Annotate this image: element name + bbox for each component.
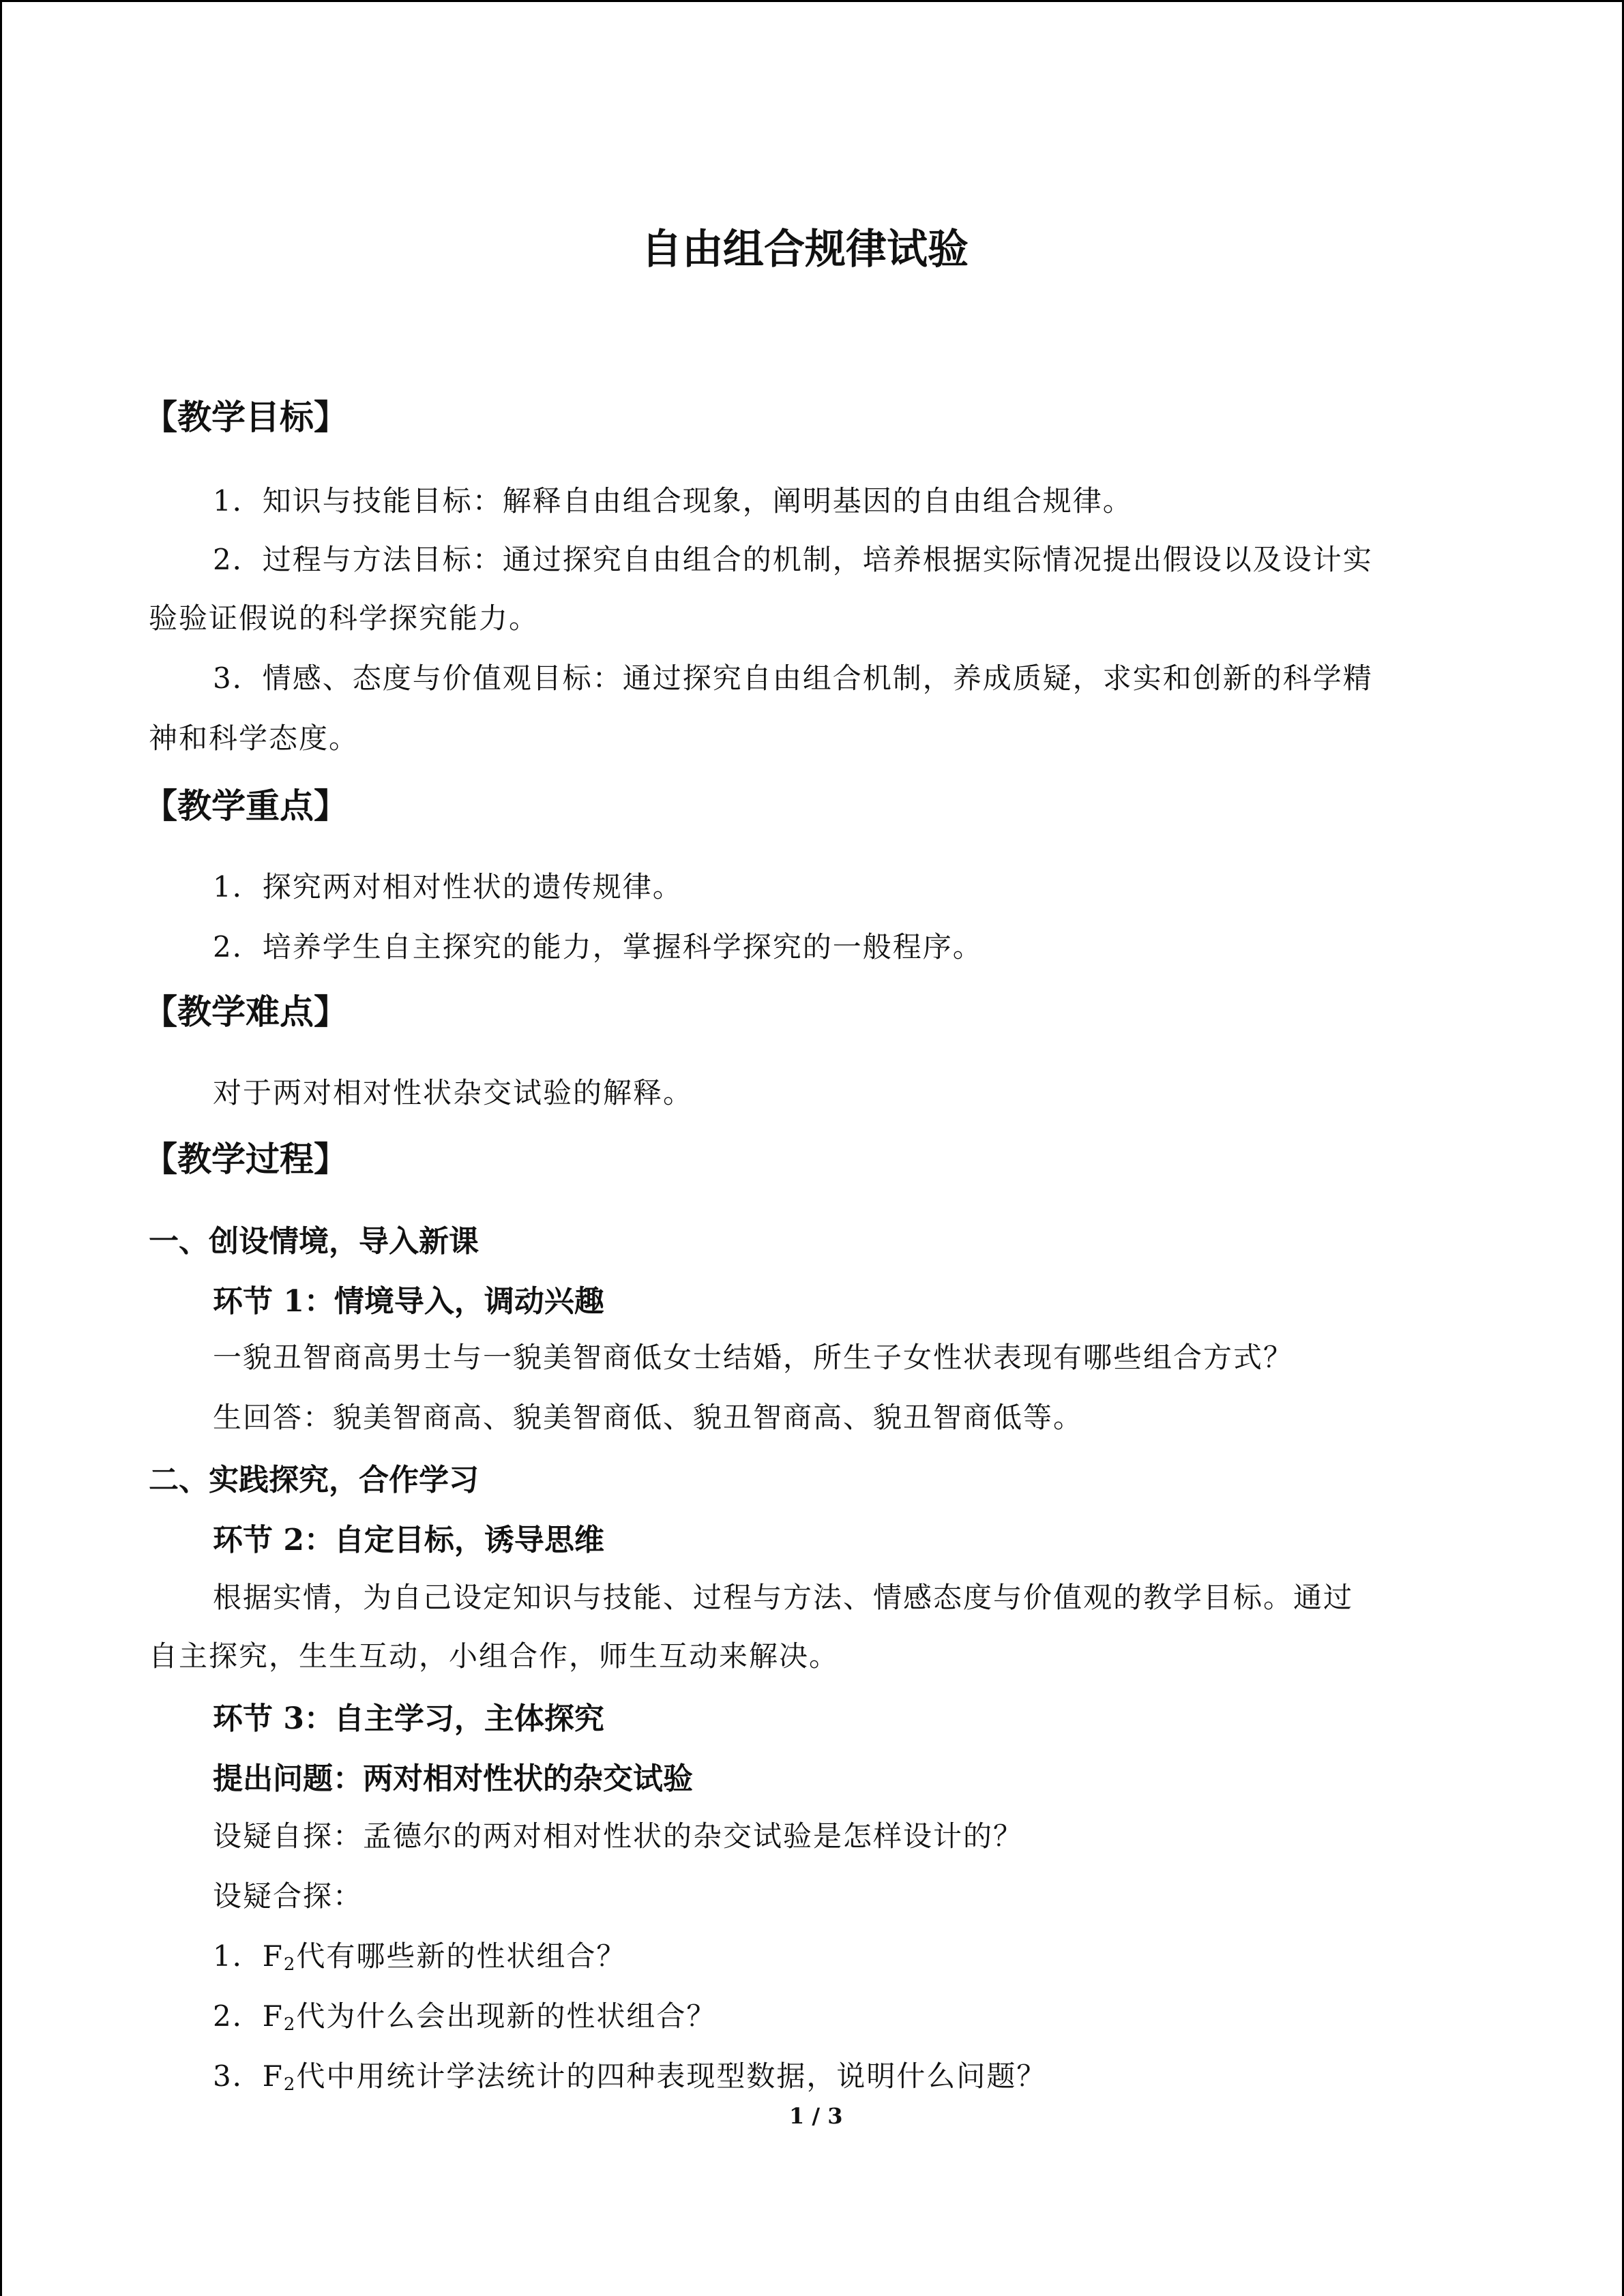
objective-item-1: 1．知识与技能目标：解释自由组合现象，阐明基因的自由组合规律。 (213, 484, 1133, 518)
step-2-text-line-2: 自主探究，生生互动，小组合作，师生互动来解决。 (149, 1639, 840, 1673)
question-2-prefix: 2．F (213, 1999, 284, 2033)
question-1-subscript: 2 (283, 1954, 297, 1975)
key-points-heading: 【教学重点】 (143, 786, 348, 826)
key-point-item-2: 2．培养学生自主探究的能力，掌握科学探究的一般程序。 (213, 930, 983, 964)
step-1-heading: 环节 1：情境导入，调动兴趣 (213, 1284, 604, 1319)
question-1-prefix: 1．F (213, 1939, 284, 1973)
page-number: 1 / 3 (789, 2103, 843, 2129)
section-1-heading: 一、创设情境，导入新课 (149, 1224, 479, 1259)
objective-item-3-line-1: 3．情感、态度与价值观目标：通过探究自由组合机制，养成质疑，求实和创新的科学精 (213, 661, 1373, 695)
step-2-text-line-1: 根据实情，为自己设定知识与技能、过程与方法、情感态度与价值观的教学目标。通过 (213, 1581, 1354, 1614)
process-heading: 【教学过程】 (143, 1139, 348, 1179)
question-title: 提出问题：两对相对性状的杂交试验 (213, 1761, 693, 1796)
question-3-subscript: 2 (283, 2074, 297, 2095)
difficulties-heading: 【教学难点】 (143, 992, 348, 1032)
question-3 (213, 2054, 1046, 2095)
question-2-text: 代为什么会出现新的性状组合？ (296, 1999, 717, 2033)
difficulty-text: 对于两对相对性状杂交试验的解释。 (213, 1076, 694, 1109)
step-1-text: 一貌丑智商高男士与一貌美智商低女士结婚，所生子女性状表现有哪些组合方式？ (213, 1341, 1294, 1374)
objective-item-2-line-2: 验验证假说的科学探究能力。 (149, 601, 540, 635)
self-inquiry-text: 设疑自探：孟德尔的两对相对性状的杂交试验是怎样设计的？ (213, 1819, 1024, 1853)
question-2-subscript: 2 (283, 2014, 297, 2035)
page-border-top (0, 0, 1624, 2)
section-2-heading: 二、实践探究，合作学习 (149, 1463, 479, 1497)
step-2-heading: 环节 2：自定目标，诱导思维 (213, 1523, 604, 1557)
question-1-text: 代有哪些新的性状组合？ (296, 1939, 627, 1973)
step-1-answer: 生回答：貌美智商高、貌美智商低、貌丑智商高、貌丑智商低等。 (213, 1401, 1084, 1434)
question-3-prefix: 3．F (213, 2059, 284, 2093)
question-3-text: 代中用统计学法统计的四种表现型数据，说明什么问题？ (296, 2059, 1047, 2093)
objective-item-3-line-2: 神和科学态度。 (149, 721, 359, 755)
objectives-heading: 【教学目标】 (143, 397, 348, 437)
key-point-item-1: 1．探究两对相对性状的遗传规律。 (213, 870, 683, 904)
group-inquiry-label: 设疑合探： (213, 1879, 364, 1913)
step-3-heading: 环节 3：自主学习，主体探究 (213, 1701, 604, 1736)
objective-item-2-line-1: 2．过程与方法目标：通过探究自由组合的机制，培养根据实际情况提出假设以及设计实 (213, 543, 1373, 576)
question-1 (213, 1934, 626, 1975)
question-2 (213, 1994, 716, 2035)
page-border-left (0, 0, 2, 2296)
document-title: 自由组合规律试验 (641, 226, 969, 273)
